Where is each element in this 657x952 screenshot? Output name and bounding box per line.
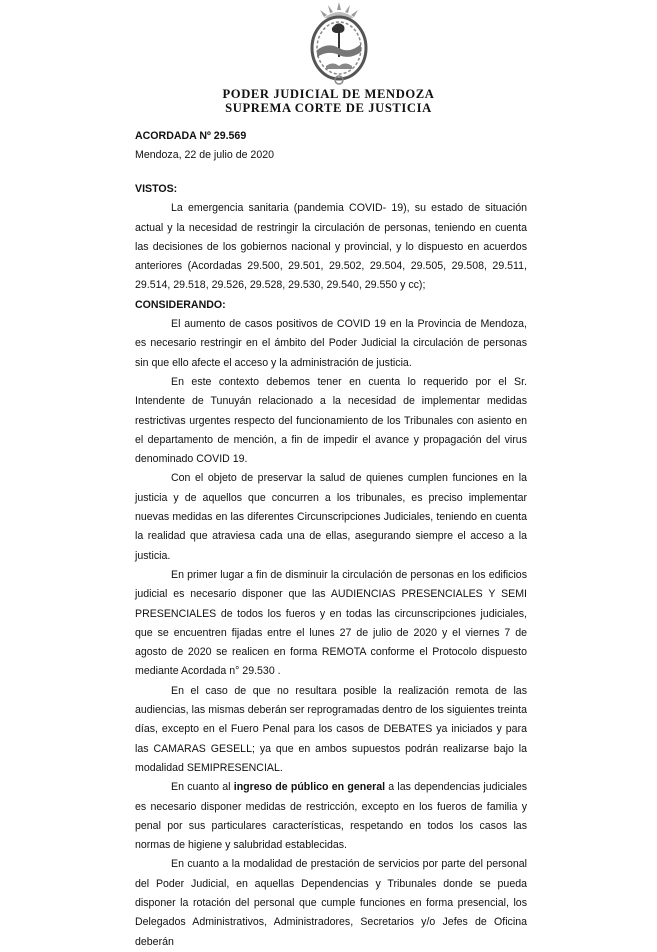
coat-of-arms-icon <box>300 0 378 86</box>
vistos-paragraph: La emergencia sanitaria (pandemia COVID- 19), su estado de situación actual y la necesidad de restringir la circulación de personas, teniendo en cuenta las decisiones de los gobiernos nacional y provincial, y lo dispuesto en acuerdos anteriores (Acordadas 29.500, 29.501, 29.502, 29.504, 29.505, 29.508, 29.511, 29.514, 29.518, 29.526, 29.528, 29.530, 29.540, 29.550 y cc); <box>135 202 527 292</box>
paragraph: En el caso de que no resultara posible la realización remota de las audiencias, las mismas deberán ser reprogramadas dentro de los siguientes treinta días, excepto en el Fuero Penal para los casos de DEBATES ya iniciados y para las CAMARAS GESELL; ya que en ambos supuestos podrán realizarse bajo la modalidad SEMIPRESENCIAL. <box>135 684 527 774</box>
court-name: SUPREMA CORTE DE JUSTICIA <box>225 101 432 115</box>
document-meta <box>135 127 527 164</box>
paragraph <box>135 778 527 855</box>
acordada-number: ACORDADA Nº 29.569 <box>135 130 247 142</box>
place-date: Mendoza, 22 de julio de 2020 <box>135 148 275 161</box>
paragraph: El aumento de casos positivos de COVID 19 en la Provincia de Mendoza, es necesario restringir en el ámbito del Poder Judicial la circulación de personas sin que ello afecte el acceso y la administración de justicia. <box>135 318 527 369</box>
emphasis-text: ingreso de público en general <box>233 781 386 794</box>
vistos-heading: VISTOS: <box>135 183 178 195</box>
paragraph: En este contexto debemos tener en cuenta lo requerido por el Sr. Intendente de Tunuyán relacionado a la necesidad de implementar medidas restrictivas urgentes respecto del funcionamiento de los Tribunales con asiento en el departamento de mención, a fin de impedir el avance y propagación del virus denominado COVID 19. <box>135 375 527 466</box>
paragraph-text: a las dependencias judiciales es necesario disponer medidas de restricción, excepto en los fueros de familia y penal por sus particulares características, respetando en todos los casos las normas de higiene y salubridad establecidas. <box>135 781 528 852</box>
paragraph: En cuanto a la modalidad de prestación de servicios por parte del personal del Poder Judicial, en aquellas Dependencias y Tribunales donde se pueda disponer la rotación del personal que cumple funciones en forma presencial, los Delegados Administrativos, Administradores, Secretarios y/o Jefes de Oficina deberán <box>135 858 527 948</box>
paragraph: Con el objeto de preservar la salud de quienes cumplen funciones en la justicia y de aquellos que concurren a los tribunales, es preciso implementar nuevas medidas en las diferentes Circunscripciones Judiciales, teniendo en cuenta la realidad que atraviesa cada una de ellas, asegurando siempre el acceso a la justicia. <box>135 472 527 562</box>
institution-name: PODER JUDICIAL DE MENDOZA <box>222 87 435 101</box>
paragraph-text: En cuanto al <box>171 781 234 794</box>
paragraph: En primer lugar a fin de disminuir la circulación de personas en los edificios judicial es necesario disponer que las AUDIENCIAS PRESENCIALES Y SEMI PRESENCIALES de todos los fueros y en todas las circunscripciones judiciales, que se encuentren fijadas entre el lunes 27 de julio de 2020 y el viernes 7 de agosto de 2020 se realicen en forma REMOTA conforme el Protocolo dispuesto mediante Acordada n° 29.530 . <box>135 568 527 678</box>
document-body <box>135 180 527 952</box>
considerando-heading: CONSIDERANDO: <box>135 298 226 311</box>
